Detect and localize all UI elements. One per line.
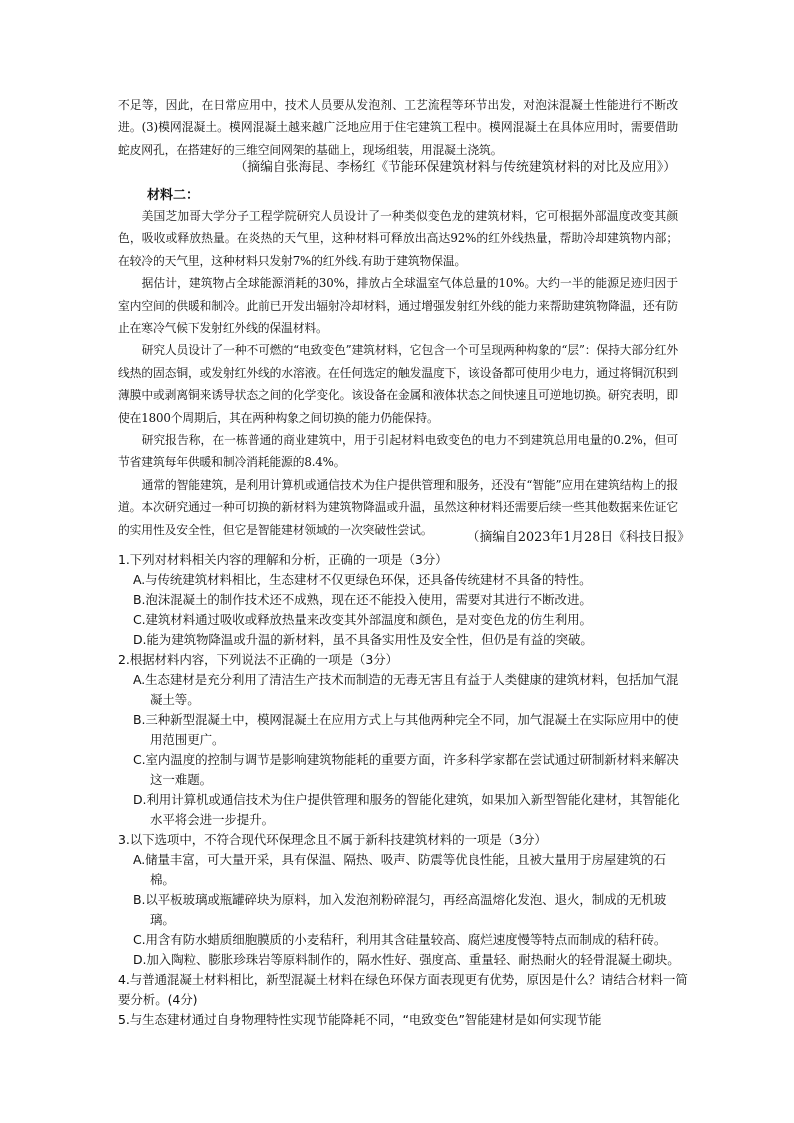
material2-title: 材料二： [147, 188, 200, 203]
question-stem: 5.与生态建材通过自身物理特性实现节能降耗不同，“电致变色”智能建材是如何实现节能 [118, 1012, 602, 1027]
option-d: D.加入陶粒、膨胀珍珠岩等原料制作的，隔水性好、强度高、重量轻、耐热耐火的轻骨混凝土砌块。 [133, 952, 680, 967]
option-a: A.储量丰富，可大量开采，具有保温、隔热、吸声、防震等优良性能，且被大量用于房屋建筑的石棉。 [133, 852, 666, 887]
question-stem: 1.下列对材料相关内容的理解和分析，正确的一项是（3分） [118, 552, 448, 567]
option-b: B.三种新型混凝土中，模网混凝土在应用方式上与其他两种完全不同，加气混凝土在实际应用中的使用范围更广。 [133, 712, 679, 747]
option-d: D.利用计算机或通信技术为住户提供管理和服务的智能化建筑，如果加入新型智能化建材，其智能化水平将会进一步提升。 [133, 792, 680, 827]
question-stem: 2.根据材料内容，下列说法不正确的一项是（3分） [118, 652, 398, 667]
question-5 [118, 1010, 688, 1030]
material2-paragraph: 研究报告称，在一栋普通的商业建筑中，用于引起材料电致变色的电力不到建筑总用电量的0.2%，但可节省建筑每年供暖和制冷消耗能源的8.4%。 [118, 433, 678, 470]
question-1 [118, 550, 688, 650]
material2-source: （摘编自2023年1月28日《科技日报》 [466, 530, 690, 545]
material2-paragraph: 美国芝加哥大学分子工程学院研究人员设计了一种类似变色龙的建筑材料，它可根据外部温度改变其颜色，吸收或释放热量。在炎热的天气里，这种材料可释放出高达92%的红外线热量，帮助冷却建筑物内部；在较冷的天气里，这种材料只发射7%的红外线.有助于建筑物保温。 [118, 209, 678, 268]
option-d: D.能为建筑物降温或升温的新材料，虽不具备实用性及安全性，但仍是有益的突破。 [133, 632, 593, 647]
question-stem: 3.以下选项中，不符合现代环保理念且不属于新科技建筑材料的一项是（3分） [118, 832, 547, 847]
question-3 [118, 830, 688, 970]
material1-tail-paragraph: 不足等，因此，在日常应用中，技术人员要从发泡剂、工艺流程等环节出发，对泡沫混凝土性能进行不断改进。(3)模网混凝土。模网混凝土越来越广泛地应用于住宅建筑工程中。模网混凝土在具体应用时，需要借助蛇皮网孔，在搭建好的三维空间网架的基础上，现场组装，用混凝土浇筑。 [118, 98, 678, 157]
material2-body [118, 205, 678, 541]
option-c: C.建筑材料通过吸收或释放热量来改变其外部温度和颜色，是对变色龙的仿生利用。 [133, 612, 592, 627]
option-c: C.用含有防水蜡质细胞膜质的小麦秸秆，利用其含硅量较高、腐烂速度慢等特点而制成的秸秆砖。 [133, 932, 667, 947]
option-a: A.与传统建筑材料相比，生态建材不仅更绿色环保，还具备传统建材不具备的特性。 [133, 572, 592, 587]
material2-paragraph: 研究人员设计了一种不可燃的“电致变色”建筑材料，它包含一个可呈现两种构象的“层”：保持大部分红外线热的固态铜，或发射红外线的水溶液。在任何选定的触发温度下，该设备都可使用少电力，通过将铜沉积到薄膜中或剥离铜来诱导状态之间的化学变化。该设备在金属和液体状态之间快速且可逆地切换。研究表明，即使在1800个周期后，其在两种构象之间切换的能力仍能保持。 [118, 343, 678, 425]
material1-source: （摘编自张海昆、李杨红《节能环保建筑材料与传统建筑材料的对比及应用》） [234, 160, 676, 175]
option-b: B.以平板玻璃或瓶罐碎块为原料，加入发泡剂粉碎混匀，再经高温熔化发泡、退火，制成的无机玻璃。 [133, 892, 667, 927]
question-4 [118, 970, 688, 1010]
option-a: A.生态建材是充分利用了清洁生产技术而制造的无毒无害且有益于人类健康的建筑材料，包括加气混凝土等。 [133, 672, 679, 707]
option-c: C.室内温度的控制与调节是影响建筑物能耗的重要方面，许多科学家都在尝试通过研制新材料来解决这一难题。 [133, 752, 679, 787]
question-2 [118, 650, 688, 830]
material2-paragraph: 据估计，建筑物占全球能源消耗的30%，排放占全球温室气体总量的10%。大约一半的能源足迹归因于室内空间的供暖和制冷。此前已开发出辐射冷却材料，通过增强发射红外线的能力来帮助建筑物降温，还有防止在寒冷气候下发射红外线的保温材料。 [118, 276, 678, 336]
option-b: B.泡沫混凝土的制作技术还不成熟，现在还不能投入使用，需要对其进行不断改进。 [133, 592, 592, 607]
question-stem: 4.与普通混凝土材料相比，新型混凝土材料在绿色环保方面表现更有优势，原因是什么？请结合材料一简要分析。(4分) [118, 972, 688, 1007]
material2-paragraph: 通常的智能建筑，是利用计算机或通信技术为住户提供管理和服务，还没有“智能”应用在建筑结构上的报道。本次研究通过一种可切换的新材料为建筑物降温或升温，虽然这种材料还需要后续一些其他数据来佐证它的实用性及安全性，但它是智能建材领域的一次突破性尝试。 [118, 477, 678, 537]
questions-section [118, 550, 688, 1030]
